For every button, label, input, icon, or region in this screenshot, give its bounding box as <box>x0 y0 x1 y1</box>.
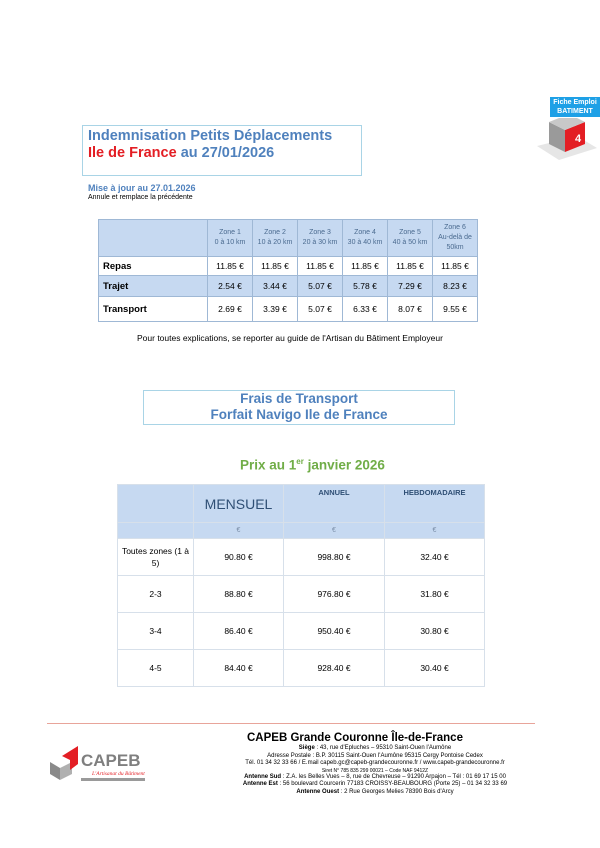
navigo-title-box <box>143 390 455 425</box>
cell-value: 5.07 € <box>298 276 343 297</box>
cell-value: 6.33 € <box>343 297 388 322</box>
cell-value: 11.85 € <box>343 257 388 276</box>
cell-value: 86.40 € <box>194 613 284 650</box>
row-label: Repas <box>99 257 208 276</box>
cell-value: 7.29 € <box>388 276 433 297</box>
prix-heading: Prix au 1er janvier 2026 <box>240 457 385 473</box>
svg-text:L'Artisanat du Bâtiment: L'Artisanat du Bâtiment <box>92 771 145 777</box>
table-row <box>118 650 485 687</box>
cell-value: 3.44 € <box>253 276 298 297</box>
cell-value: 928.40 € <box>284 650 385 687</box>
cell-value: 976.80 € <box>284 576 385 613</box>
cell-value: 30.40 € <box>385 650 485 687</box>
title-line2 <box>88 145 356 162</box>
indemnisation-title-box <box>82 125 362 176</box>
cell-value: 88.80 € <box>194 576 284 613</box>
table-header-row <box>99 220 478 257</box>
cube-number-icon <box>537 118 597 168</box>
header-zone-5: Zone 5 40 à 50 km <box>388 220 433 257</box>
indemnisation-table <box>98 219 478 322</box>
footer-postal: Adresse Postale : B.P. 30115 Saint-Ouen l'Aumône 95315 Cergy Pontoise Cedex <box>267 752 483 759</box>
cell-value: 84.40 € <box>194 650 284 687</box>
table-row <box>99 257 478 276</box>
table-row <box>118 576 485 613</box>
guide-note: Pour toutes explications, se reporter au guide de l'Artisan du Bâtiment Employeur <box>137 333 443 343</box>
empty-header-cell <box>118 485 194 523</box>
footer-siret: Siret N° 785 835 299 00021 – Code NAF 9412Z <box>321 767 429 774</box>
cell-value: 950.40 € <box>284 613 385 650</box>
currency-cell: € <box>385 523 485 539</box>
table-header-row <box>118 485 485 523</box>
cell-value: 30.80 € <box>385 613 485 650</box>
badge-line2: BATIMENT <box>557 108 593 115</box>
empty-header-cell <box>99 220 208 257</box>
cell-value: 2.54 € <box>208 276 253 297</box>
zone-label: 3-4 <box>118 613 194 650</box>
cell-value: 11.85 € <box>298 257 343 276</box>
table-row <box>99 276 478 297</box>
header-mensuel: MENSUEL <box>194 485 284 523</box>
replace-note: Annule et remplace la précédente <box>88 194 193 201</box>
cell-value: 11.85 € <box>388 257 433 276</box>
row-label: Trajet <box>99 276 208 297</box>
navigo-title-line1: Frais de Transport <box>240 391 358 406</box>
header-annuel: ANNUEL <box>284 485 385 523</box>
footer-contact: Tél. 01 34 32 33 66 / E.mail capeb.gc@capeb-grandecouronne.fr / www.capeb-grandecouronne.fr <box>245 760 505 767</box>
cell-value: 31.80 € <box>385 576 485 613</box>
header-zone-4: Zone 4 30 à 40 km <box>343 220 388 257</box>
badge-line1: Fiche Emploi <box>553 99 597 106</box>
footer-antenne-ouest: Antenne Ouest : 2 Rue Georges Melies 78390 Bois d'Arcy <box>296 788 454 795</box>
cell-value: 3.39 € <box>253 297 298 322</box>
cell-value: 5.78 € <box>343 276 388 297</box>
cell-value: 8.07 € <box>388 297 433 322</box>
zone-label: 2-3 <box>118 576 194 613</box>
table-row <box>118 539 485 576</box>
update-date: Mise à jour au 27.01.2026 <box>88 183 196 193</box>
footer-siege: Siège : 43, rue d'Epluches – 95310 Saint-Ouen l'Aumône <box>298 745 452 751</box>
header-zone-6: Zone 6 Au-delà de 50km <box>433 220 478 257</box>
table-row <box>118 613 485 650</box>
header-zone-1: Zone 1 0 à 10 km <box>208 220 253 257</box>
table-row <box>99 297 478 322</box>
footer-divider <box>47 723 535 724</box>
cell-value: 11.85 € <box>208 257 253 276</box>
currency-cell: € <box>194 523 284 539</box>
footer-address-block <box>190 745 560 797</box>
cell-value: 11.85 € <box>433 257 478 276</box>
cell-value: 8.23 € <box>433 276 478 297</box>
zone-label: Toutes zones (1 à 5) <box>118 539 194 576</box>
footer-antenne-sud: Antenne Sud : Z.A. les Belles Vues – 8, rue de Chevreuse – 91290 Arpajon – Tél : 01 69 17 15 00 <box>244 773 506 780</box>
header-zone-3: Zone 3 20 à 30 km <box>298 220 343 257</box>
cell-value: 9.55 € <box>433 297 478 322</box>
cell-value: 11.85 € <box>253 257 298 276</box>
header-hebdomadaire: HEBDOMADAIRE <box>385 485 485 523</box>
navigo-table <box>117 484 485 687</box>
cell-value: 2.69 € <box>208 297 253 322</box>
footer-antenne-est: Antenne Est : 56 boulevard Courcerin 77183 CROISSY-BEAUBOURG (Porte 25) – 01 34 32 33 69 <box>242 781 508 788</box>
cell-value: 998.80 € <box>284 539 385 576</box>
cell-value: 32.40 € <box>385 539 485 576</box>
empty-cell <box>118 523 194 539</box>
header-zone-2: Zone 2 10 à 20 km <box>253 220 298 257</box>
cell-value: 5.07 € <box>298 297 343 322</box>
cell-value: 90.80 € <box>194 539 284 576</box>
title-date: au 27/01/2026 <box>180 145 275 161</box>
title-line1: Indemnisation Petits Déplacements <box>88 128 333 144</box>
navigo-title-line2: Forfait Navigo Ile de France <box>210 407 388 422</box>
row-label: Transport <box>99 297 208 322</box>
capeb-logo <box>48 744 148 788</box>
title-region: Ile de France <box>88 145 177 161</box>
zone-label: 4-5 <box>118 650 194 687</box>
svg-text:4: 4 <box>575 133 582 145</box>
currency-row <box>118 523 485 539</box>
svg-text:CAPEB: CAPEB <box>81 751 141 770</box>
footer-title: CAPEB Grande Couronne Île-de-France <box>247 732 463 744</box>
currency-cell: € <box>284 523 385 539</box>
fiche-emploi-badge <box>550 97 600 117</box>
